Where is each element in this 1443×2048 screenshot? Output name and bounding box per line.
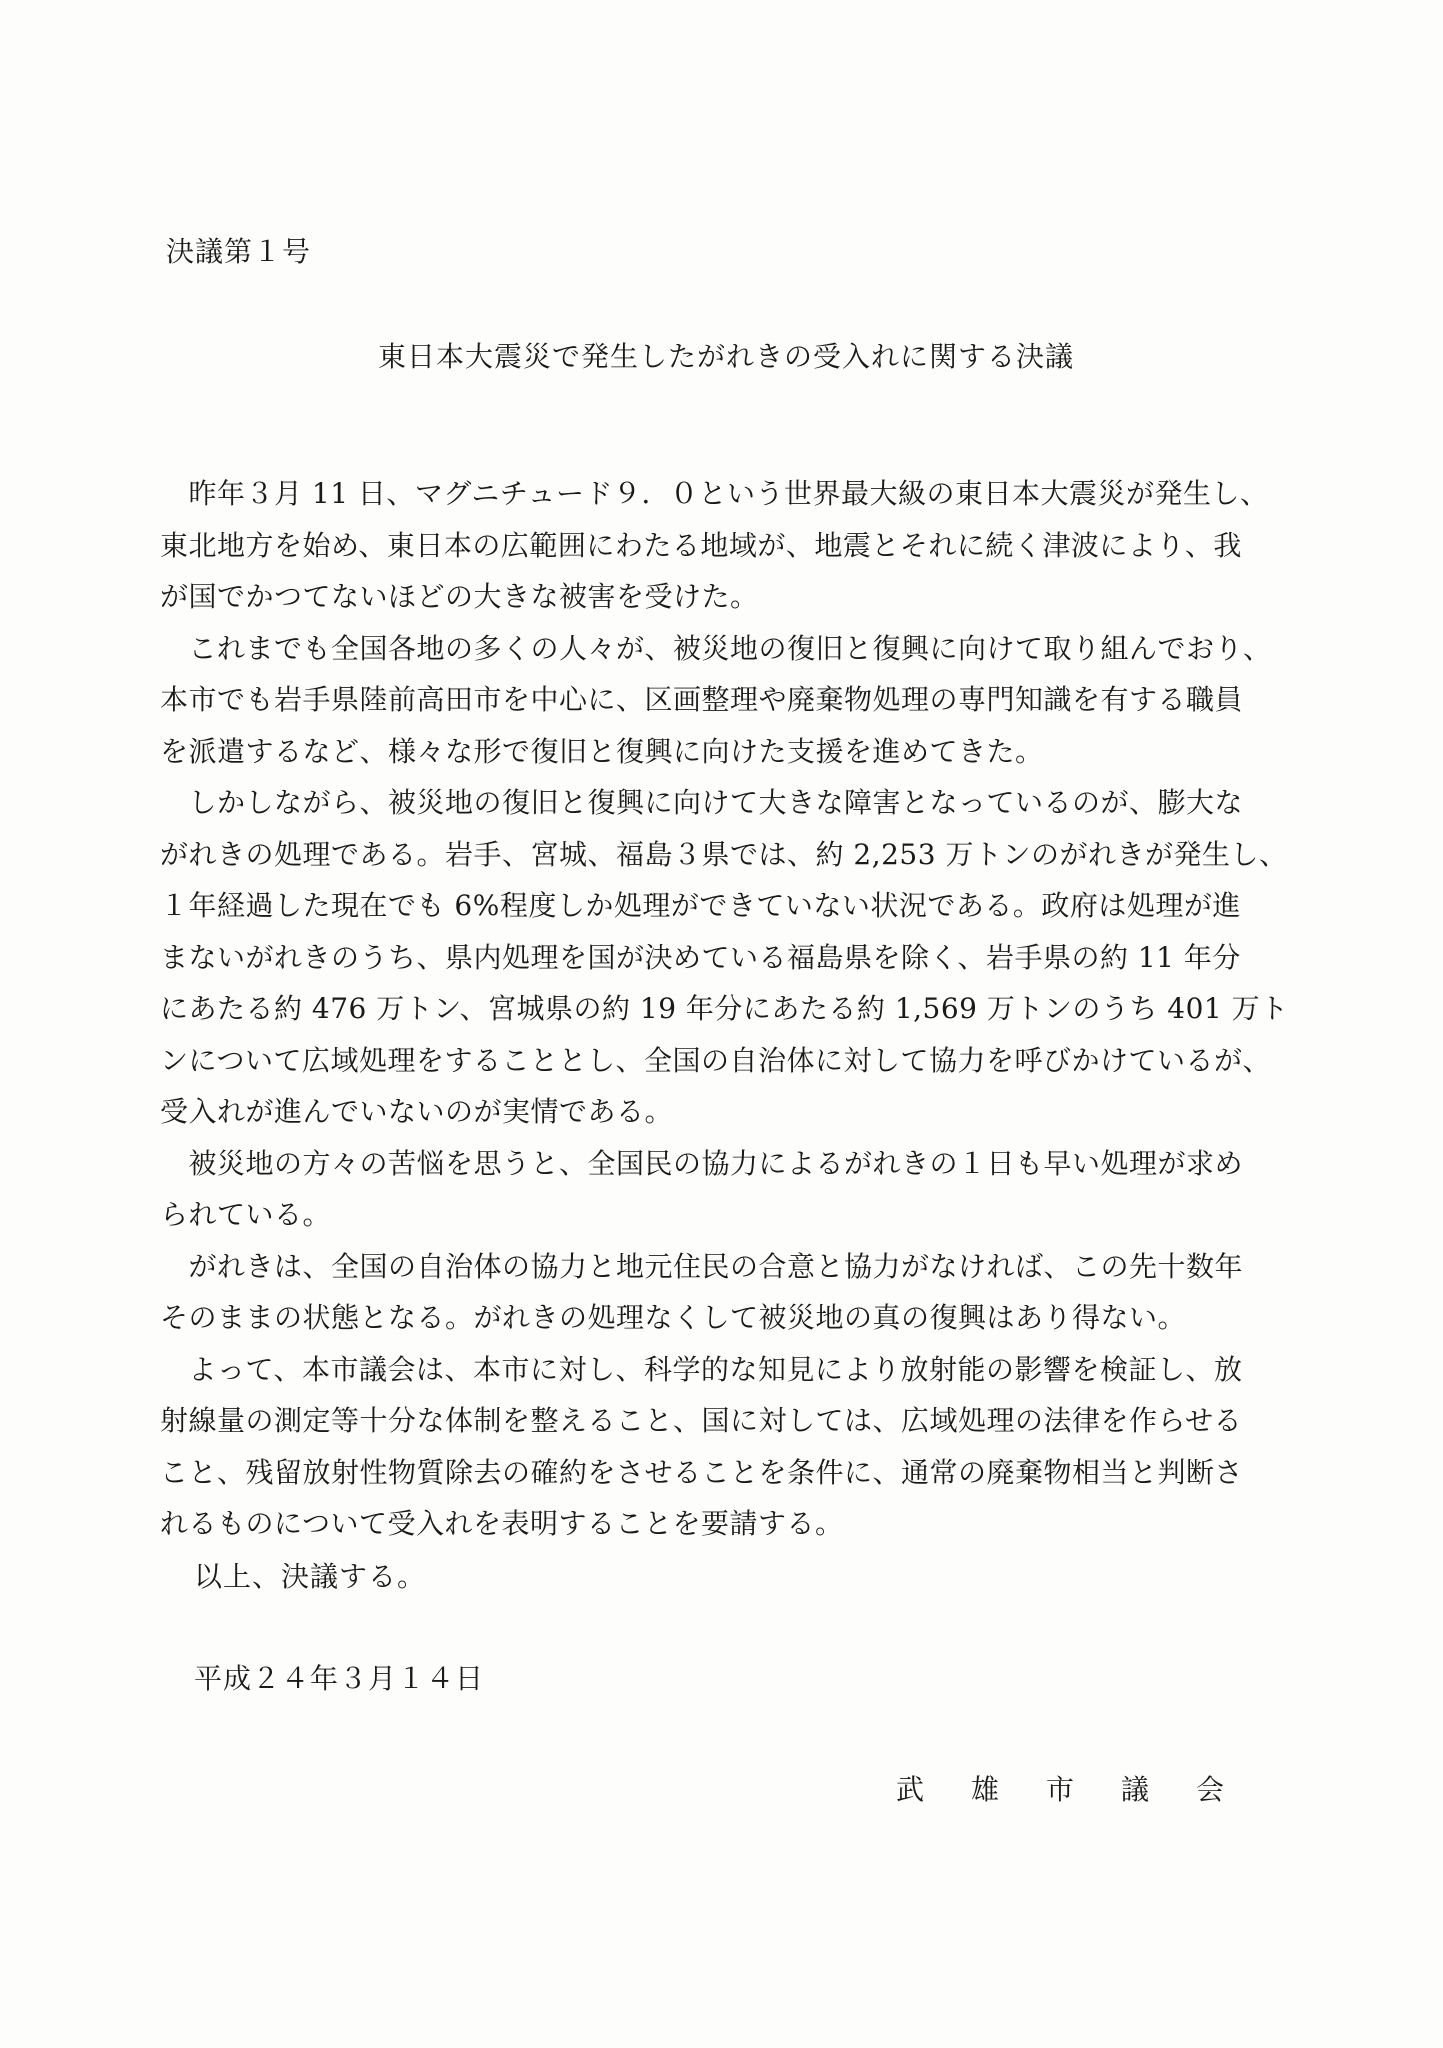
- document-title: 東日本大震災で発生したがれきの受入れに関する決議: [378, 340, 1075, 373]
- body-line: られている。: [160, 1198, 332, 1231]
- body-line: を派遣するなど、様々な形で復旧と復興に向けた支援を進めてきた。: [160, 734, 1044, 768]
- resolution-number: 決議第１号: [166, 235, 312, 268]
- body-line: 昨年３月 11 日、マグニチュード９．０という世界最大級の東日本大震災が発生し、: [160, 477, 1269, 510]
- body-line: そのままの状態となる。がれきの処理なくして被災地の真の復興はあり得ない。: [160, 1301, 1187, 1334]
- body-line: １年経過した現在でも 6%程度しか処理ができていない状況である。政府は処理が進: [160, 889, 1241, 922]
- body-line: れるものについて受入れを表明することを要請する。: [160, 1507, 844, 1540]
- body-line: こと、残留放射性物質除去の確約をさせることを条件に、通常の廃棄物相当と判断さ: [160, 1455, 1244, 1489]
- resolution-body: [160, 468, 1290, 1550]
- body-line: 本市でも岩手県陸前高田市を中心に、区画整理や廃棄物処理の専門知識を有する職員: [160, 683, 1244, 716]
- body-line: が国でかつてないほどの大きな被害を受けた。: [160, 580, 759, 613]
- body-line: しかしながら、被災地の復旧と復興に向けて大きな障害となっているのが、膨大な: [160, 786, 1244, 819]
- resolution-date: 平成２４年３月１４日: [194, 1662, 485, 1695]
- body-line: 受入れが進んでいないのが実情である。: [160, 1095, 674, 1128]
- body-line: がれきの処理である。岩手、宮城、福島３県では、約 2,253 万トンのがれきが発生し、: [160, 837, 1288, 871]
- signatory: 武雄市議会: [896, 1773, 1272, 1806]
- body-line: まないがれきのうち、県内処理を国が決めている福島県を除く、岩手県の約 11 年分: [160, 940, 1241, 974]
- body-line: これまでも全国各地の多くの人々が、被災地の復旧と復興に向けて取り組んでおり、: [160, 631, 1272, 665]
- body-line: 被災地の方々の苦悩を思うと、全国民の協力によるがれきの１日も早い処理が求め: [160, 1146, 1244, 1180]
- body-line: ンについて広域処理をすることとし、全国の自治体に対して協力を呼びかけているが、: [160, 1043, 1271, 1077]
- body-line: 射線量の測定等十分な体制を整えること、国に対しては、広域処理の法律を作らせる: [160, 1404, 1243, 1437]
- closing-statement: 以上、決議する。: [194, 1560, 427, 1593]
- body-line: にあたる約 476 万トン、宮城県の約 19 年分にあたる約 1,569 万トンのうち 401 万ト: [160, 992, 1289, 1025]
- body-line: よって、本市議会は、本市に対し、科学的な知見により放射能の影響を検証し、放: [160, 1352, 1243, 1386]
- body-line: 東北地方を始め、東日本の広範囲にわたる地域が、地震とそれに続く津波により、我: [160, 528, 1242, 562]
- body-line: がれきは、全国の自治体の協力と地元住民の合意と協力がなければ、この先十数年: [160, 1249, 1244, 1283]
